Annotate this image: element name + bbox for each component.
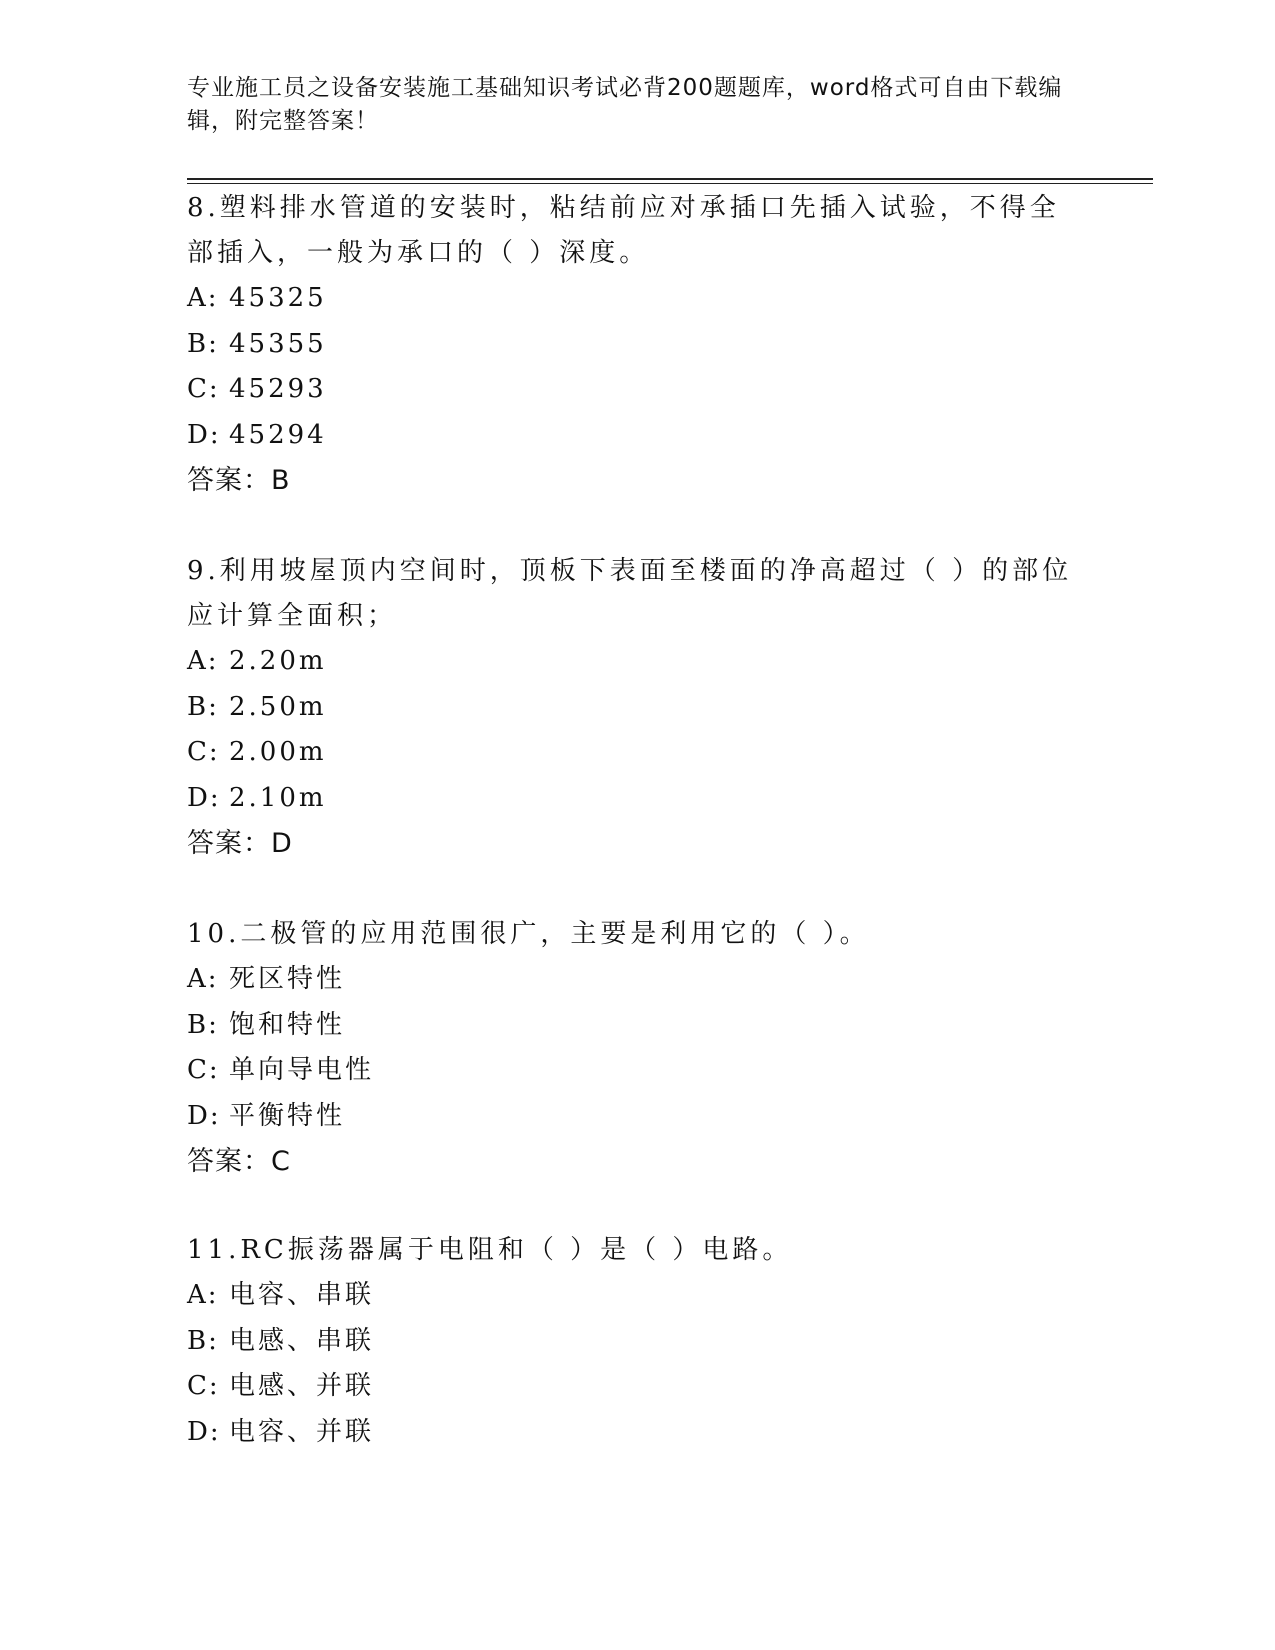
option-text: 2.20m — [229, 646, 327, 676]
option-text: 45293 — [229, 374, 327, 404]
option-d — [187, 1094, 1087, 1140]
option-letter: C: — [187, 737, 220, 767]
option-text: 电容、串联 — [229, 1280, 375, 1310]
question-text: 10.二极管的应用范围很广，主要是利用它的（ ）。 — [187, 919, 870, 949]
header-divider — [187, 178, 1153, 184]
option-a — [187, 639, 1087, 685]
option-text: 饱和特性 — [229, 1009, 346, 1040]
option-letter: D: — [187, 1416, 221, 1447]
option-text: 45325 — [229, 283, 327, 313]
option-letter: D: — [187, 1100, 221, 1131]
question-10 — [187, 912, 1087, 1185]
option-text: 45355 — [229, 328, 327, 359]
option-text: 2.00m — [229, 737, 327, 767]
option-text: 45294 — [229, 419, 327, 450]
option-a — [187, 1273, 1087, 1319]
option-a — [187, 276, 1087, 322]
option-letter: C: — [187, 1055, 220, 1085]
option-letter: A: — [187, 283, 219, 313]
option-d — [187, 1410, 1087, 1456]
option-b — [187, 1319, 1087, 1365]
option-letter: C: — [187, 1371, 220, 1401]
option-letter: A: — [187, 1280, 219, 1310]
question-9 — [187, 549, 1087, 867]
option-letter: B: — [187, 328, 219, 359]
option-c — [187, 1364, 1087, 1410]
option-b — [187, 1003, 1087, 1049]
option-letter: B: — [187, 1325, 219, 1356]
question-8 — [187, 186, 1087, 504]
option-text: 电感、串联 — [229, 1325, 375, 1356]
answer-text: 答案：B — [187, 465, 291, 496]
option-b — [187, 322, 1087, 368]
option-text: 电容、并联 — [229, 1416, 375, 1447]
option-letter: D: — [187, 419, 221, 450]
option-c — [187, 730, 1087, 776]
option-d — [187, 776, 1087, 822]
option-letter: C: — [187, 374, 220, 404]
option-text: 平衡特性 — [229, 1100, 346, 1131]
option-c — [187, 367, 1087, 413]
option-text: 2.10m — [229, 782, 327, 813]
option-c — [187, 1048, 1087, 1094]
question-11 — [187, 1228, 1087, 1455]
option-letter: B: — [187, 691, 219, 722]
question-text: 11.RC振荡器属于电阻和（ ）是（ ）电路。 — [187, 1235, 793, 1265]
answer-text: 答案：D — [187, 828, 293, 859]
option-letter: A: — [187, 964, 219, 994]
option-a — [187, 957, 1087, 1003]
option-text: 单向导电性 — [229, 1055, 375, 1085]
option-text: 电感、并联 — [229, 1371, 375, 1401]
question-text: 8.塑料排水管道的安装时，粘结前应对承插口先插入试验，不得全部插入，一般为承口的（ ）深度。 — [187, 193, 1060, 268]
question-text: 9.利用坡屋顶内空间时，顶板下表面至楼面的净高超过（ ）的部位应计算全面积； — [187, 556, 1073, 631]
option-letter: B: — [187, 1009, 219, 1040]
answer-text: 答案：C — [187, 1146, 291, 1177]
option-text: 2.50m — [229, 691, 327, 722]
option-text: 死区特性 — [229, 964, 346, 994]
option-letter: A: — [187, 646, 219, 676]
option-d — [187, 413, 1087, 459]
option-b — [187, 685, 1087, 731]
document-title: 专业施工员之设备安装施工基础知识考试必背200题题库，word格式可自由下载编辑，附完整答案！ — [187, 75, 1063, 134]
option-letter: D: — [187, 782, 221, 813]
